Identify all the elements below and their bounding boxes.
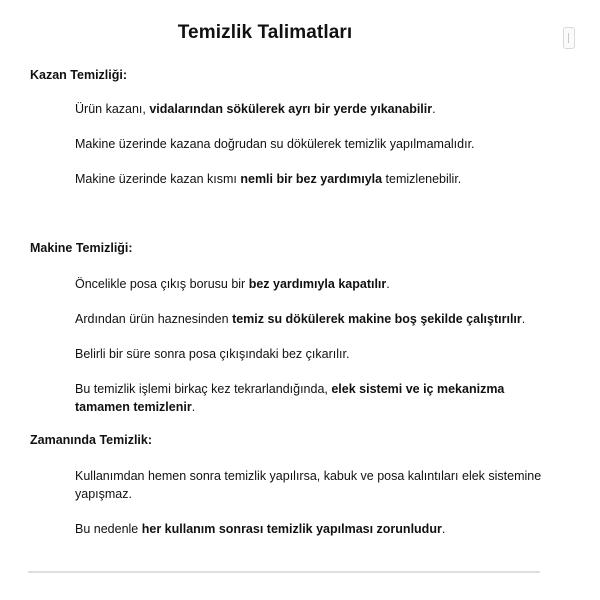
text-run: . bbox=[432, 102, 436, 116]
bold-text-run: her kullanım sonrası temizlik yapılması zorunludur bbox=[141, 522, 442, 536]
text-run: Makine üzerinde kazana doğrudan su dökülerek temizlik yapılmamalıdır. bbox=[75, 137, 475, 151]
paragraph bbox=[75, 310, 545, 328]
text-run: Belirli bir süre sonra posa çıkışındaki bez çıkarılır. bbox=[75, 347, 350, 361]
text-run: . bbox=[521, 312, 526, 326]
text-run: . bbox=[386, 277, 390, 291]
paragraph bbox=[75, 275, 545, 293]
text-run: . bbox=[441, 522, 446, 536]
text-run: Bu temizlik işlemi birkaç kez tekrarlandığında, bbox=[75, 382, 332, 396]
text-run: temizlenebilir. bbox=[382, 172, 462, 186]
text-run: Makine üzerinde kazan kısmı bbox=[75, 172, 241, 186]
section-heading-zamaninda: Zamanında Temizlik: bbox=[30, 433, 153, 447]
bold-text-run: bez yardımıyla kapatılır bbox=[248, 277, 387, 291]
section-heading-kazan: Kazan Temizliği: bbox=[30, 68, 128, 82]
text-run: Ürün kazanı, bbox=[75, 102, 150, 116]
paragraph bbox=[75, 380, 545, 416]
paragraph bbox=[75, 135, 545, 153]
paragraph bbox=[75, 520, 545, 538]
text-run: Ardından ürün haznesinden bbox=[75, 312, 233, 326]
text-run: Öncelikle posa çıkış borusu bir bbox=[75, 277, 249, 291]
paragraph bbox=[75, 467, 545, 503]
scroll-marker[interactable] bbox=[563, 27, 575, 49]
text-run: . bbox=[191, 400, 196, 414]
bold-text-run: vidalarından sökülerek ayrı bir yerde yıkanabilir bbox=[149, 102, 433, 116]
paragraph bbox=[75, 345, 545, 363]
bold-text-run: elek sistemi ve iç mekanizma tamamen temizlenir bbox=[75, 382, 505, 414]
bold-text-run: temiz su dökülerek makine boş şekilde çalıştırılır bbox=[232, 312, 522, 326]
page-bottom-divider bbox=[28, 571, 540, 573]
bold-text-run: nemli bir bez yardımıyla bbox=[240, 172, 383, 186]
document-title: Temizlik Talimatları bbox=[177, 22, 353, 43]
paragraph bbox=[75, 100, 545, 118]
text-run: Bu nedenle bbox=[75, 522, 142, 536]
paragraph bbox=[75, 170, 545, 188]
section-heading-makine: Makine Temizliği: bbox=[30, 241, 133, 255]
text-run: Kullanımdan hemen sonra temizlik yapılırsa, kabuk ve posa kalıntıları elek sistemine yapışmaz. bbox=[75, 469, 542, 501]
